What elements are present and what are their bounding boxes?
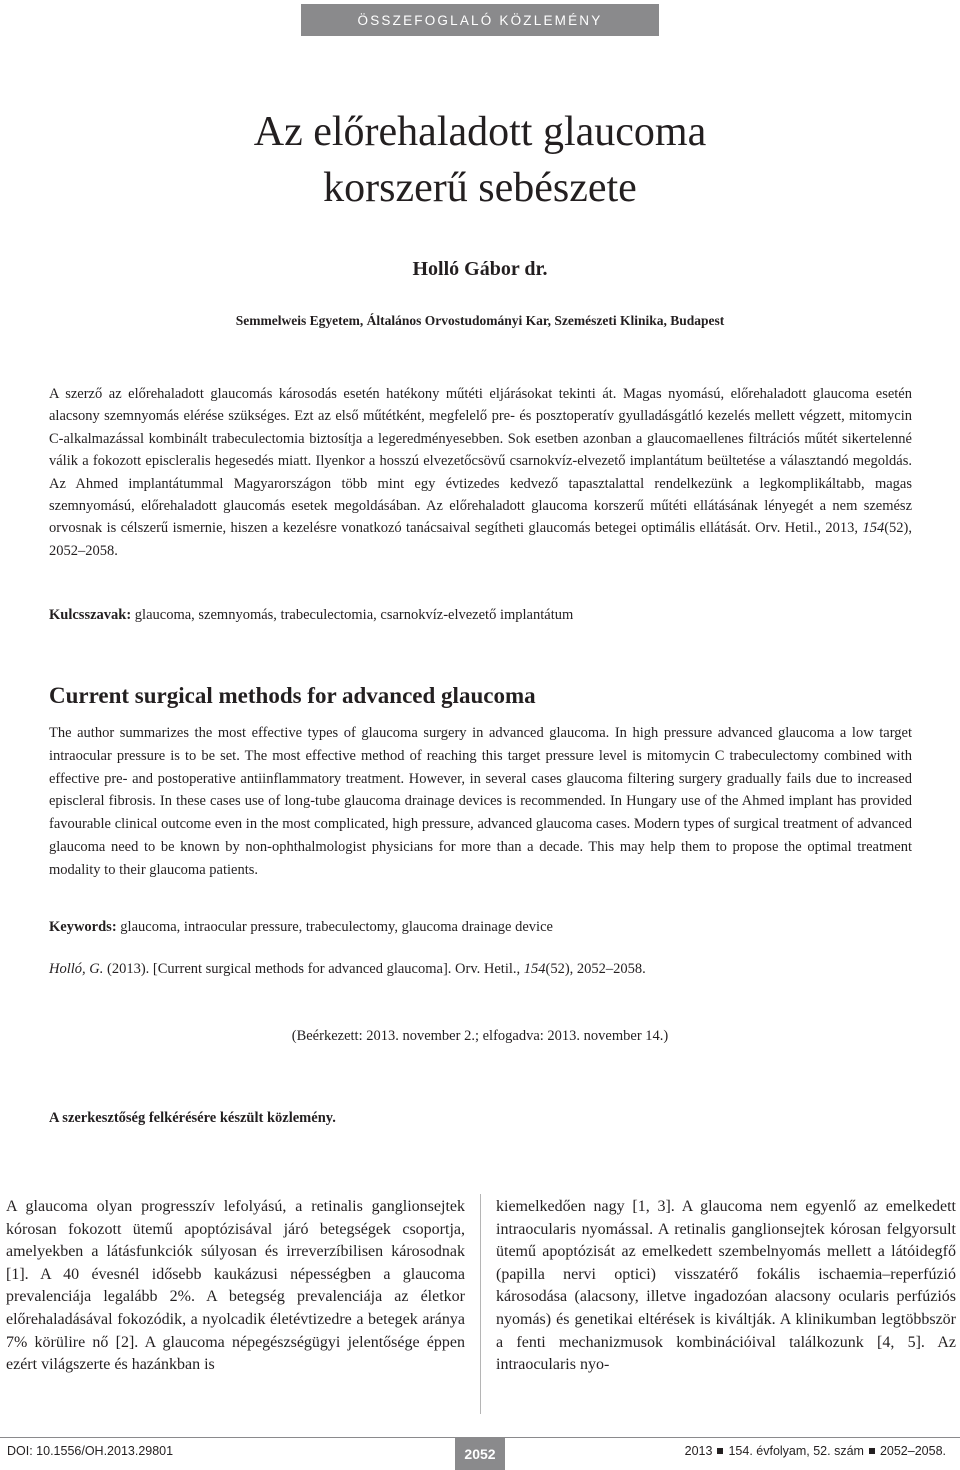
invited-article-note: A szerkesztőség felkérésére készült közlemény.: [49, 1110, 336, 1126]
abstract-hungarian-text-end: (52), 2052–2058.: [49, 520, 912, 559]
article-title-line1: Az előrehaladott glaucoma: [253, 109, 707, 155]
citation-author: Holló, G.: [49, 961, 104, 977]
body-text-right-column: kiemelkedően nagy [1, 3]. A glaucoma nem egyenlő az emelkedett intraocularis nyomással. A retinalis ganglionsejtek kórosan felgyorsult ütemű apoptózisát az emelkedett szembelnyomás mellett a látóidegfő (papilla nervi optici) visszatérő fokális ischaemia–reperfúzió károsodása (alacsony, illetve ingadozóan alacsony ocularis perfúziós nyomás) és genetikai eltérések is kiváltják. A klinikumban legtöbbször a fenti mechanizmusok kombinációival találkozunk [4, 5]. Az intraocularis nyo-: [496, 1198, 956, 1374]
received-accepted-dates: (Beérkezett: 2013. november 2.; elfogadva: 2013. november 14.): [291, 1028, 669, 1044]
footer-doi: DOI: 10.1556/OH.2013.29801: [7, 1444, 174, 1458]
footer-volume: 154. évfolyam, 52. szám: [728, 1444, 864, 1458]
footer-year: 2013: [684, 1444, 713, 1458]
abstract-english: The author summarizes the most effective types of glaucoma surgery in advanced glaucoma. In high pressure advanced glaucoma a low target intraocular pressure is to be set. The most effective method of reaching this target pressure level is mitomycin C trabeculectomy combined with effective pre- and postoperative antiinflammatory treatment. However, in several cases glaucoma filtering surgery gradually fails due to increased episcleral fibrosis. In these cases use of long-tube glaucoma drainage devices is recommended. In Hungary use of the Ahmed implant has provided favourable clinical outcome even in the most complicated, high pressure, advanced glaucoma cases. Modern types of surgical treatment of advanced glaucoma need to be known by non-ophthalmologist physicians for more than a decade. This may help them to propose the optimal treatment modality to their glaucoma patients.: [49, 725, 912, 878]
keywords-hungarian: [49, 604, 912, 626]
article-title: [0, 104, 960, 216]
english-title: Current surgical methods for advanced glaucoma: [49, 683, 536, 708]
footer-pages: 2052–2058.: [879, 1444, 946, 1458]
footer-issue-info: [685, 1444, 946, 1458]
page-number-badge: [455, 1438, 505, 1470]
square-bullet-icon: [869, 1448, 875, 1454]
keywords-english-label: Keywords:: [49, 919, 117, 935]
citation-text: (2013). [Current surgical methods for advanced glaucoma]. Orv. Hetil.,: [103, 961, 524, 977]
keywords-hungarian-label: Kulcsszavak:: [49, 607, 132, 623]
citation: [49, 958, 912, 980]
article-author: Holló Gábor dr.: [412, 258, 548, 280]
citation-volume: 154: [523, 961, 546, 977]
column-divider: [480, 1194, 481, 1414]
body-text-left-column: A glaucoma olyan progresszív lefolyású, a retinalis ganglionsejtek kórosan fokozott ütemű apoptózisával járó betegségek csoportja, amelyekben a látásfunkciók súlyosan és irreverzíbilisen károsodnak [1]. A 40 évesnél idősebb kaukázusi népességben a glaucoma prevalenciája legalább 2%. A betegség prevalenciája az életkor előrehaladásával fokozódik, a nyolcadik életévtizedre a betegek aránya 7% körülire nő [2]. A glaucoma népegészségügyi jelentősége éppen ezért világszerte és hazánkban is: [6, 1198, 465, 1374]
keywords-english: [49, 916, 912, 938]
abstract-hungarian-text: A szerző az előrehaladott glaucomás károsodás esetén hatékony műtéti eljárásokat tekinti át. Magas nyomású, előrehaladott glaucoma esetén alacsony szemnyomás elérése szükséges. Ezt az első műtétként, megfelelő pre- és posztoperatív gyulladásgátló kezelés mellett végzett, mitomycin C-alkalmazással kombinált trabeculectomia biztosítja a legeredményesebben. Sok esetben azonban a glaucomaellenes filtrációs műtét sikertelenné válik a fokozott episcleralis hegesedés miatt. Ilyenkor a hosszú elvezetőcsövű csarnokvíz-elvezető implantátum beültetése a választandó megoldás. Az Ahmed implantátummal Magyarországon több mint egy évtizedes kedvező tapasztalattal rendelkezünk a legkomplikáltabb, magas szemnyomású, előrehaladott glaucomás esetek megoldásában. Az előrehaladott glaucoma korszerű műtéti ellátásának lényegét a nem szemész orvosnak is célszerű ismernie, hiszen a kezelésre vonatkozó tanácsaival segítheti glaucomás betegei optimális ellátását. Orv. Hetil., 2013,: [49, 386, 912, 537]
page-number: 2052: [464, 1446, 496, 1462]
section-category: ÖSSZEFOGLALÓ KÖZLEMÉNY: [357, 12, 603, 28]
square-bullet-icon: [717, 1448, 723, 1454]
abstract-hungarian: [49, 383, 912, 562]
keywords-english-list: glaucoma, intraocular pressure, trabeculectomy, glaucoma drainage device: [116, 919, 553, 935]
article-affiliation: Semmelweis Egyetem, Általános Orvostudományi Kar, Szemészeti Klinika, Budapest: [235, 313, 725, 328]
citation-text-end: (52), 2052–2058.: [545, 961, 646, 977]
abstract-hungarian-volume: 154: [862, 520, 885, 537]
keywords-hungarian-list: glaucoma, szemnyomás, trabeculectomia, csarnokvíz-elvezető implantátum: [131, 607, 574, 623]
article-title-line2: korszerű sebészete: [323, 165, 637, 211]
section-category-band: [301, 4, 659, 36]
